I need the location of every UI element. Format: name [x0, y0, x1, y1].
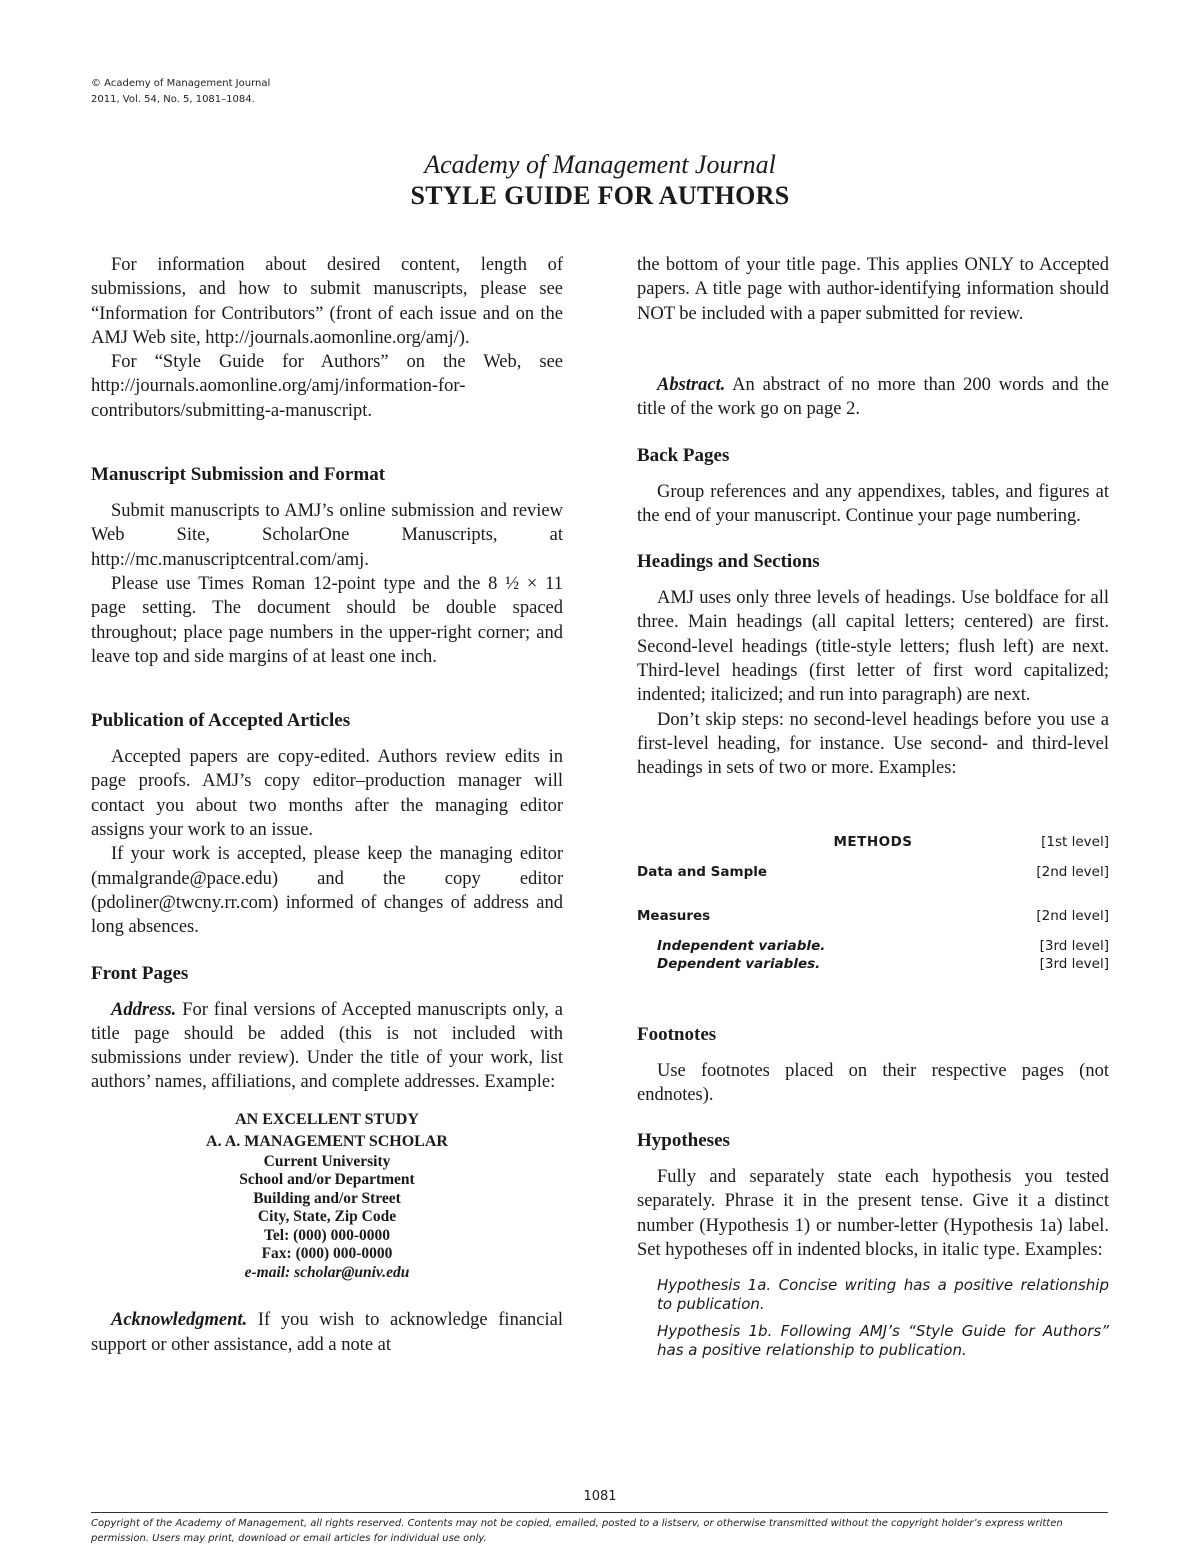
publication-paragraph-1: Accepted papers are copy-edited. Authors review edits in page proofs. AMJ’s copy editor–production manager will contact you about two months after the managing editor assigns your work to an issue. — [91, 747, 563, 841]
heading-levels-example — [637, 833, 1109, 973]
hypothesis-1b: Hypothesis 1b. Following AMJ’s “Style Guide for Authors” has a positive relationship to publication. — [657, 1322, 1109, 1360]
example-author: A. A. MANAGEMENT SCHOLAR — [206, 1132, 448, 1150]
level-label-dependent: [3rd level] — [1039, 955, 1109, 972]
example-address-block — [91, 1109, 563, 1283]
address-runin: Address. — [111, 999, 177, 1020]
level-label-measures: [2nd level] — [1036, 907, 1109, 924]
citation-line: 2011, Vol. 54, No. 5, 1081–1084. — [91, 94, 255, 105]
footnotes-paragraph: Use footnotes placed on their respective pages (not endnotes). — [637, 1060, 1109, 1105]
example-email: e-mail: scholar@univ.edu — [244, 1263, 410, 1281]
title-block — [0, 150, 1200, 212]
example-street: Building and/or Street — [253, 1189, 401, 1207]
section-heading-front-pages: Front Pages — [91, 962, 189, 984]
example-fax: Fax: (000) 000-0000 — [261, 1245, 393, 1263]
abstract-runin: Abstract. — [657, 375, 726, 395]
section-heading-headings: Headings and Sections — [637, 551, 820, 573]
section-heading-footnotes: Footnotes — [637, 1023, 717, 1045]
example-city: City, State, Zip Code — [257, 1208, 397, 1226]
level-label-data: [2nd level] — [1036, 863, 1109, 880]
manuscript-paragraph-1: Submit manuscripts to AMJ’s online submission and review Web Site, ScholarOne Manuscripts, at http://mc.manuscriptcentral.com/amj. — [91, 501, 563, 570]
headings-paragraph-1: AMJ uses only three levels of headings. Use boldface for all three. Main headings (all capital letters; centered) are first. Second-level headings (title-style letters; flush left) are next. Third-level headings (first letter of first word capitalized; indented; italicized; and run into paragraph) are next. — [637, 588, 1109, 706]
headings-paragraph-2: Don’t skip steps: no second-level headings before you use a first-level heading, for instance. Use second- and third-level headings in sets of two or more. Examples: — [637, 709, 1109, 779]
journal-line: © Academy of Management Journal — [91, 78, 271, 89]
example-department: School and/or Department — [239, 1171, 415, 1189]
intro-paragraph-1: For information about desired content, length of submissions, and how to submit manuscripts, please see “Information for Contributors” (front of each issue and on the AMJ Web site, http://journals.aomonline.org/amj/). — [91, 255, 563, 348]
section-heading-publication: Publication of Accepted Articles — [91, 710, 351, 732]
abstract-text: An abstract of no more than 200 words and the title of the work go on page 2. — [637, 375, 1109, 420]
copyright-notice: Copyright of the Academy of Management, all rights reserved. Contents may not be copied, emailed, posted to a listserv, or otherwise transmitted without the copyright holder’s express written permission. Users may print, download or email articles for individual use only. — [91, 1518, 1063, 1544]
address-paragraph — [91, 998, 563, 1095]
acknowledgment-continuation-text: the bottom of your title page. This applies ONLY to Accepted papers. A title page with author-identifying information should NOT be included with a paper submitted for review. — [637, 255, 1109, 324]
acknowledgment-continuation — [637, 253, 1109, 326]
level-example-data: Data and Sample — [637, 863, 768, 880]
hypotheses-paragraph: Fully and separately state each hypothesis you tested separately. Phrase it in the present tense. Give it a distinct number (Hypothesis 1) or number-letter (Hypothesis 1a) label. Set hypotheses off in indented blocks, in italic type. Examples: — [637, 1167, 1109, 1261]
section-heading-back-pages: Back Pages — [637, 444, 730, 466]
level-example-methods: METHODS — [833, 833, 913, 850]
manuscript-paragraph-2: Please use Times Roman 12-point type and the 8 ½ × 11 page setting. The document should be double spaced throughout; place page numbers in the upper-right corner; and leave top and side margins of at least one inch. — [91, 573, 563, 667]
section-heading-hypotheses: Hypotheses — [637, 1130, 730, 1152]
acknowledgment-runin: Acknowledgment. — [111, 1310, 248, 1331]
section-heading-manuscript: Manuscript Submission and Format — [91, 464, 386, 486]
level-example-measures: Measures — [637, 907, 711, 924]
page-number: 1081 — [583, 1489, 617, 1504]
abstract-paragraph — [637, 373, 1109, 422]
level-example-dependent: Dependent variables. — [657, 955, 821, 972]
journal-title: Academy of Management Journal — [424, 150, 776, 179]
publication-paragraph-2: If your work is accepted, please keep the managing editor (mmalgrande@pace.edu) and the copy editor (pdoliner@twcny.rr.com) informed of changes of address and long absences. — [91, 844, 563, 938]
right-column-content — [637, 373, 1109, 1360]
back-pages-paragraph: Group references and any appendixes, tables, and figures at the end of your manuscript. Continue your page numbering. — [637, 481, 1109, 526]
hypothesis-1a: Hypothesis 1a. Concise writing has a positive relationship to publication. — [657, 1276, 1109, 1314]
level-example-independent: Independent variable. — [657, 937, 826, 954]
running-header — [91, 76, 270, 108]
level-label-methods: [1st level] — [1041, 833, 1109, 850]
example-university: Current University — [263, 1152, 391, 1170]
acknowledgment-paragraph — [91, 1308, 563, 1357]
footer-rule — [91, 1512, 1108, 1513]
level-label-independent: [3rd level] — [1039, 937, 1109, 954]
acknowledgment-text: If you wish to acknowledge financial support or other assistance, add a note at — [91, 1310, 563, 1355]
intro-paragraph-2: For “Style Guide for Authors” on the Web, see http://journals.aomonline.org/amj/information-for-contributors/submitting-a-manuscript. — [91, 352, 563, 421]
example-study-title: AN EXCELLENT STUDY — [235, 1110, 419, 1128]
page-title: STYLE GUIDE FOR AUTHORS — [410, 181, 790, 210]
example-tel: Tel: (000) 000-0000 — [264, 1226, 390, 1244]
left-column — [91, 253, 563, 1357]
address-text: For final versions of Accepted manuscripts only, a title page should be added (this is not included with submissions under review). Under the title of your work, list authors’ names, affiliations, and complete addresses. Example: — [91, 999, 563, 1093]
